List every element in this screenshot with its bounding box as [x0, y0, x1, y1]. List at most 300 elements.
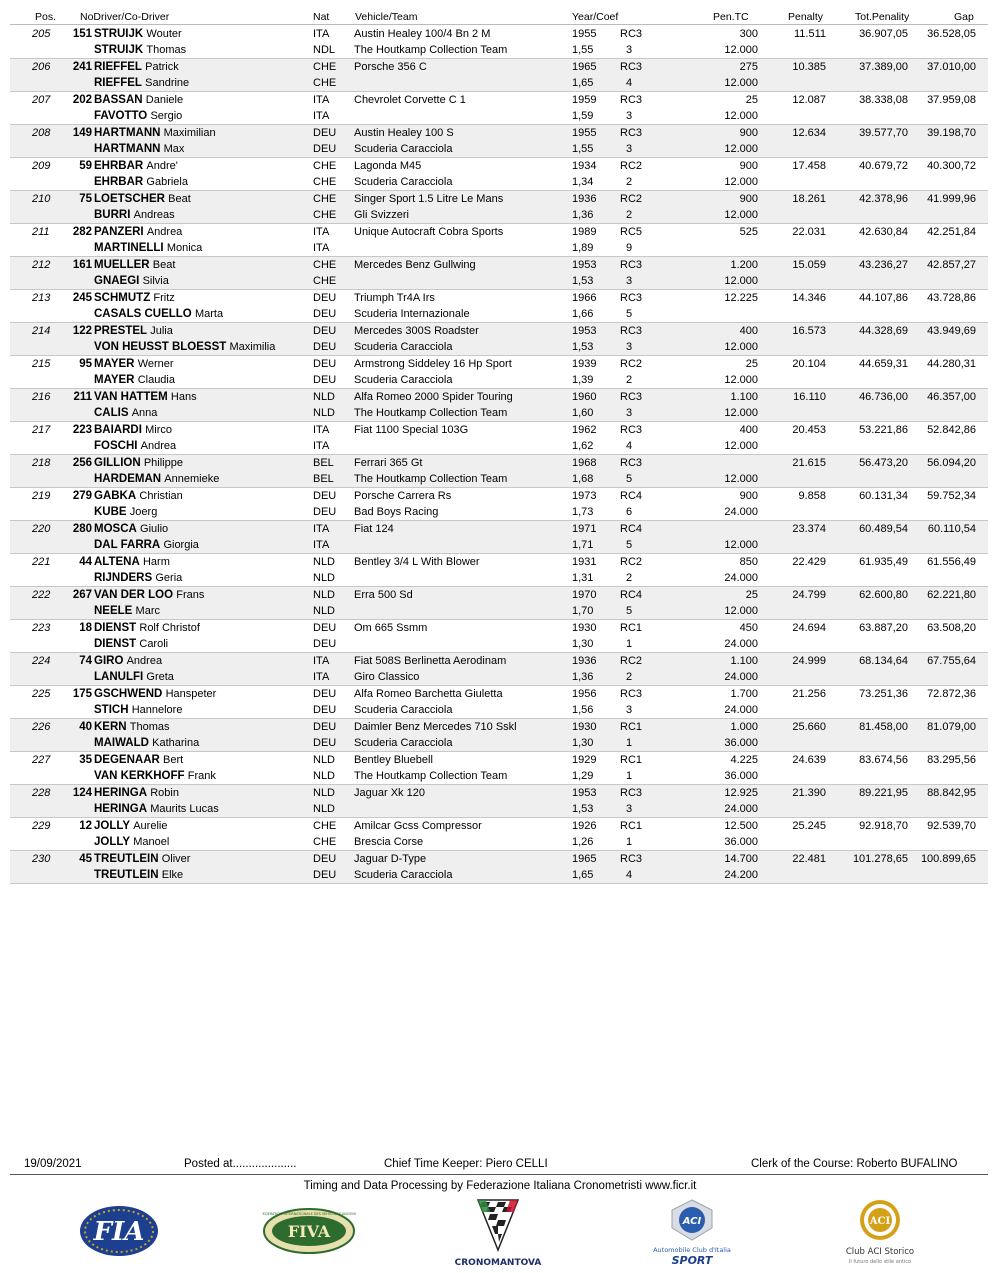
pen-tc-extra: 12.000 — [724, 176, 758, 188]
class: RC1 — [620, 721, 643, 733]
codriver-nationality: ITA — [313, 440, 330, 452]
penalty: 16.110 — [793, 391, 826, 403]
codriver-last-name: NEELE — [94, 605, 133, 617]
codriver-last-name: LANULFI — [94, 671, 144, 683]
driver-name — [94, 325, 173, 337]
codriver-first-name: Giorgia — [163, 539, 199, 551]
vehicle: Triumph Tr4A Irs — [354, 292, 435, 304]
header-divider — [10, 24, 988, 25]
gap: 43.728,86 — [927, 292, 976, 304]
car-number: 282 — [72, 226, 92, 238]
team: Gli Svizzeri — [354, 209, 410, 221]
table-row — [10, 455, 988, 488]
footer-chief-timekeeper: Chief Time Keeper: Piero CELLI — [384, 1158, 548, 1170]
position: 207 — [32, 94, 51, 106]
driver-last-name: SCHMUTZ — [94, 292, 151, 304]
pen-tc-extra: 12.000 — [724, 341, 758, 353]
codriver-nationality: DEU — [313, 374, 337, 386]
vehicle: Austin Healey 100 S — [354, 127, 454, 139]
class-number: 4 — [626, 869, 633, 881]
codriver-name — [94, 44, 186, 56]
vehicle: Fiat 124 — [354, 523, 394, 535]
driver-name — [94, 853, 190, 865]
pen-tc-extra: 36.000 — [724, 836, 758, 848]
codriver-name — [94, 209, 175, 221]
class: RC2 — [620, 655, 643, 667]
position: 224 — [32, 655, 51, 667]
pen-tc-extra: 12.000 — [724, 374, 758, 386]
vehicle: Mercedes 300S Roadster — [354, 325, 479, 337]
codriver-name — [94, 704, 182, 716]
vehicle: Erra 500 Sd — [354, 589, 413, 601]
cronomantova-logo — [452, 1198, 544, 1268]
pen-tc-extra: 12.000 — [724, 44, 758, 56]
vehicle: Daimler Benz Mercedes 710 Sskl — [354, 721, 517, 733]
gap: 67.755,64 — [927, 655, 976, 667]
total-penalty: 42.378,96 — [859, 193, 908, 205]
position: 218 — [32, 457, 51, 469]
table-row — [10, 389, 988, 422]
car-number: 202 — [72, 94, 92, 106]
footer-timing: Timing and Data Processing by Federazione Italiana Cronometristi www.ficr.it — [303, 1180, 697, 1192]
driver-last-name: MOSCA — [94, 523, 137, 535]
pen-tc-extra: 12.000 — [724, 77, 758, 89]
coefficient: 1,30 — [572, 737, 594, 749]
vehicle: Bentley Bluebell — [354, 754, 433, 766]
total-penalty: 40.679,72 — [859, 160, 908, 172]
total-penalty: 63.887,20 — [859, 622, 908, 634]
codriver-name — [94, 242, 202, 254]
pen-tc: 400 — [739, 325, 758, 337]
table-row — [10, 521, 988, 554]
gap: 41.999,96 — [927, 193, 976, 205]
codriver-last-name: STICH — [94, 704, 129, 716]
position: 205 — [32, 28, 51, 40]
class: RC4 — [620, 490, 643, 502]
car-number: 35 — [79, 754, 92, 766]
pen-tc-extra: 24.000 — [724, 572, 758, 584]
codriver-first-name: Marta — [194, 308, 224, 320]
pen-tc-extra: 12.000 — [724, 605, 758, 617]
position: 227 — [32, 754, 51, 766]
codriver-last-name: TREUTLEIN — [94, 869, 159, 881]
class-number: 5 — [626, 539, 633, 551]
table-row — [10, 488, 988, 521]
vehicle: Bentley 3/4 L With Blower — [354, 556, 480, 568]
driver-first-name: Mirco — [145, 424, 173, 436]
class-number: 9 — [626, 242, 633, 254]
driver-name — [94, 523, 168, 535]
driver-first-name: Andrea — [126, 655, 163, 667]
col-driver: NoDriver/Co-Driver — [80, 11, 170, 23]
aci-sport-logo — [646, 1198, 738, 1268]
team: Scuderia Caracciola — [354, 341, 453, 353]
codriver-first-name: Maximilia — [229, 341, 276, 353]
pen-tc: 525 — [739, 226, 758, 238]
total-penalty: 44.107,86 — [859, 292, 908, 304]
position: 228 — [32, 787, 51, 799]
codriver-first-name: Marc — [135, 605, 160, 617]
coefficient: 1,89 — [572, 242, 594, 254]
driver-last-name: VAN DER LOO — [94, 589, 174, 601]
position: 229 — [32, 820, 51, 832]
codriver-first-name: Geria — [155, 572, 183, 584]
car-number: 279 — [72, 490, 92, 502]
total-penalty: 39.577,70 — [859, 127, 908, 139]
pen-tc: 450 — [739, 622, 758, 634]
driver-last-name: STRUIJK — [94, 28, 144, 40]
penalty: 18.261 — [792, 193, 826, 205]
driver-last-name: GABKA — [94, 490, 137, 502]
codriver-last-name: DAL FARRA — [94, 539, 161, 551]
pen-tc-extra: 12.000 — [724, 110, 758, 122]
gap: 39.198,70 — [927, 127, 976, 139]
year: 1966 — [572, 292, 597, 304]
vehicle: Alfa Romeo Barchetta Giuletta — [354, 688, 503, 700]
total-penalty: 92.918,70 — [859, 820, 908, 832]
penalty: 21.256 — [792, 688, 826, 700]
table-row — [10, 422, 988, 455]
coefficient: 1,73 — [572, 506, 594, 518]
pen-tc-extra: 24.000 — [724, 671, 758, 683]
pen-tc: 25 — [745, 94, 758, 106]
vehicle: Jaguar D-Type — [354, 853, 427, 865]
table-row — [10, 257, 988, 290]
codriver-first-name: Caroli — [139, 638, 169, 650]
codriver-first-name: Silvia — [142, 275, 169, 287]
codriver-name — [94, 308, 223, 320]
coefficient: 1,31 — [572, 572, 594, 584]
pen-tc: 12.225 — [724, 292, 758, 304]
total-penalty: 62.600,80 — [859, 589, 908, 601]
col-nat: Nat — [313, 11, 330, 23]
year: 1960 — [572, 391, 597, 403]
aci-sport-line1: Automobile Club d'Italia — [653, 1246, 731, 1254]
coefficient: 1,30 — [572, 638, 594, 650]
fia-logo — [78, 1204, 160, 1258]
codriver-last-name: KUBE — [94, 506, 127, 518]
driver-nationality: DEU — [313, 622, 337, 634]
results-table — [10, 26, 988, 884]
driver-nationality: DEU — [313, 358, 337, 370]
penalty: 10.385 — [792, 61, 826, 73]
position: 222 — [32, 589, 51, 601]
codriver-last-name: HARTMANN — [94, 143, 161, 155]
position: 206 — [32, 61, 51, 73]
class: RC3 — [620, 787, 643, 799]
penalty: 17.458 — [792, 160, 826, 172]
class: RC3 — [620, 325, 643, 337]
year: 1968 — [572, 457, 597, 469]
year: 1973 — [572, 490, 597, 502]
car-number: 40 — [79, 721, 92, 733]
codriver-name — [94, 539, 199, 551]
driver-nationality: CHE — [313, 61, 337, 73]
table-row — [10, 587, 988, 620]
coefficient: 1,62 — [572, 440, 594, 452]
total-penalty: 43.236,27 — [859, 259, 908, 271]
codriver-first-name: Katharina — [152, 737, 200, 749]
position: 211 — [32, 226, 50, 238]
col-gap: Gap — [954, 11, 974, 23]
table-row — [10, 26, 988, 59]
driver-nationality: ITA — [313, 226, 330, 238]
codriver-first-name: Claudia — [137, 374, 175, 386]
class-number: 2 — [626, 671, 633, 683]
table-row — [10, 290, 988, 323]
driver-last-name: BASSAN — [94, 94, 143, 106]
car-number: 95 — [79, 358, 92, 370]
table-row — [10, 323, 988, 356]
driver-name — [94, 754, 183, 766]
codriver-name — [94, 638, 168, 650]
codriver-nationality: CHE — [313, 77, 337, 89]
codriver-name — [94, 407, 157, 419]
pen-tc: 400 — [739, 424, 758, 436]
codriver-first-name: Max — [163, 143, 185, 155]
vehicle: Alfa Romeo 2000 Spider Touring — [354, 391, 513, 403]
codriver-last-name: MAIWALD — [94, 737, 149, 749]
pen-tc-extra: 24.200 — [724, 869, 758, 881]
year: 1936 — [572, 655, 597, 667]
footer-clerk: Clerk of the Course: Roberto BUFALINO — [751, 1158, 958, 1170]
results-header — [0, 8, 1000, 24]
vehicle: Armstrong Siddeley 16 Hp Sport — [354, 358, 512, 370]
coefficient: 1,66 — [572, 308, 594, 320]
year: 1953 — [572, 325, 597, 337]
car-number: 75 — [79, 193, 92, 205]
gap: 42.857,27 — [927, 259, 976, 271]
coefficient: 1,56 — [572, 704, 594, 716]
codriver-first-name: Sergio — [150, 110, 183, 122]
class-number: 1 — [626, 770, 633, 782]
driver-nationality: DEU — [313, 490, 337, 502]
penalty: 20.104 — [792, 358, 826, 370]
class: RC3 — [620, 61, 643, 73]
penalty: 12.087 — [792, 94, 826, 106]
driver-first-name: Bert — [163, 754, 184, 766]
penalty: 24.799 — [792, 589, 826, 601]
driver-last-name: GSCHWEND — [94, 688, 163, 700]
total-penalty: 44.659,31 — [859, 358, 908, 370]
car-number: 211 — [73, 391, 92, 403]
vehicle: Amilcar Gcss Compressor — [354, 820, 482, 832]
gap: 36.528,05 — [927, 28, 976, 40]
codriver-name — [94, 275, 169, 287]
driver-name — [94, 556, 170, 568]
car-number: 241 — [72, 61, 92, 73]
driver-last-name: GILLION — [94, 457, 141, 469]
gap: 62.221,80 — [927, 589, 976, 601]
pen-tc: 1.700 — [730, 688, 758, 700]
driver-nationality: CHE — [313, 193, 337, 205]
penalty: 22.429 — [792, 556, 826, 568]
class-number: 3 — [626, 275, 633, 287]
class: RC3 — [620, 391, 643, 403]
pen-tc-extra: 12.000 — [724, 143, 758, 155]
driver-nationality: NLD — [313, 754, 336, 766]
position: 226 — [32, 721, 51, 733]
penalty: 20.453 — [792, 424, 826, 436]
driver-first-name: Daniele — [145, 94, 184, 106]
codriver-first-name: Sandrine — [145, 77, 190, 89]
codriver-name — [94, 143, 184, 155]
gap: 43.949,69 — [927, 325, 976, 337]
driver-name — [94, 292, 175, 304]
driver-nationality: DEU — [313, 688, 337, 700]
year: 1930 — [572, 622, 597, 634]
codriver-nationality: ITA — [313, 539, 330, 551]
pen-tc-extra: 12.000 — [724, 440, 758, 452]
position: 220 — [32, 523, 51, 535]
driver-nationality: NLD — [313, 787, 336, 799]
pen-tc: 12.500 — [724, 820, 758, 832]
team: Scuderia Caracciola — [354, 143, 453, 155]
driver-nationality: DEU — [313, 325, 337, 337]
driver-name — [94, 94, 183, 106]
coefficient: 1,34 — [572, 176, 594, 188]
pen-tc: 900 — [739, 193, 758, 205]
penalty: 21.615 — [792, 457, 826, 469]
car-number: 151 — [72, 28, 92, 40]
gap: 52.842,86 — [927, 424, 976, 436]
table-row — [10, 224, 988, 257]
gap: 72.872,36 — [927, 688, 976, 700]
driver-first-name: Hanspeter — [165, 688, 217, 700]
position: 216 — [32, 391, 51, 403]
pen-tc: 1.000 — [730, 721, 758, 733]
vehicle: Fiat 508S Berlinetta Aerodinam — [354, 655, 507, 667]
codriver-first-name: Hannelore — [131, 704, 183, 716]
aci-storico-logo — [832, 1198, 928, 1268]
driver-first-name: Andre' — [146, 160, 178, 172]
pen-tc: 25 — [745, 358, 758, 370]
position: 213 — [32, 292, 51, 304]
driver-nationality: DEU — [313, 853, 337, 865]
codriver-name — [94, 671, 174, 683]
driver-last-name: TREUTLEIN — [94, 853, 159, 865]
total-penalty: 60.131,34 — [859, 490, 908, 502]
penalty: 16.573 — [792, 325, 826, 337]
codriver-last-name: GNAEGI — [94, 275, 140, 287]
total-penalty: 60.489,54 — [859, 523, 908, 535]
codriver-last-name: FAVOTTO — [94, 110, 148, 122]
table-row — [10, 653, 988, 686]
codriver-last-name: BURRI — [94, 209, 131, 221]
driver-nationality: NLD — [313, 589, 336, 601]
year: 1926 — [572, 820, 597, 832]
class-number: 2 — [626, 176, 633, 188]
table-row — [10, 356, 988, 389]
driver-nationality: ITA — [313, 655, 330, 667]
codriver-name — [94, 836, 169, 848]
class: RC1 — [620, 820, 643, 832]
driver-last-name: GIRO — [94, 655, 124, 667]
total-penalty: 89.221,95 — [859, 787, 908, 799]
driver-last-name: LOETSCHER — [94, 193, 165, 205]
driver-name — [94, 655, 162, 667]
total-penalty: 101.278,65 — [852, 853, 908, 865]
table-row — [10, 719, 988, 752]
aci-storico-line2: Il futuro dello stile antico — [848, 1259, 912, 1265]
driver-last-name: PANZERI — [94, 226, 144, 238]
car-number: 59 — [79, 160, 92, 172]
total-penalty: 38.338,08 — [859, 94, 908, 106]
year: 1971 — [572, 523, 597, 535]
year: 1953 — [572, 259, 597, 271]
penalty: 11.511 — [793, 28, 826, 40]
table-row — [10, 59, 988, 92]
pen-tc-extra: 12.000 — [724, 275, 758, 287]
table-row — [10, 686, 988, 719]
coefficient: 1,65 — [572, 869, 594, 881]
class-number: 2 — [626, 572, 633, 584]
class: RC3 — [620, 94, 643, 106]
driver-last-name: MUELLER — [94, 259, 150, 271]
aci-sport-line2: SPORT — [671, 1254, 713, 1267]
class: RC5 — [620, 226, 643, 238]
codriver-last-name: DIENST — [94, 638, 137, 650]
car-number: 124 — [72, 787, 92, 799]
codriver-nationality: DEU — [313, 143, 337, 155]
gap: 42.251,84 — [927, 226, 976, 238]
codriver-nationality: ITA — [313, 110, 330, 122]
car-number: 280 — [72, 523, 92, 535]
position: 221 — [32, 556, 51, 568]
codriver-nationality: DEU — [313, 704, 337, 716]
vehicle: Mercedes Benz Gullwing — [354, 259, 476, 271]
year: 1931 — [572, 556, 597, 568]
car-number: 45 — [79, 853, 92, 865]
codriver-nationality: NLD — [313, 572, 336, 584]
class-number: 4 — [626, 440, 633, 452]
year: 1955 — [572, 127, 597, 139]
driver-name — [94, 358, 174, 370]
table-row — [10, 554, 988, 587]
driver-first-name: Thomas — [129, 721, 170, 733]
codriver-first-name: Anna — [131, 407, 158, 419]
gap: 59.752,34 — [927, 490, 976, 502]
car-number: 223 — [72, 424, 92, 436]
codriver-name — [94, 110, 182, 122]
coefficient: 1,65 — [572, 77, 594, 89]
year: 1989 — [572, 226, 597, 238]
codriver-last-name: RIJNDERS — [94, 572, 153, 584]
class: RC4 — [620, 523, 643, 535]
class-number: 3 — [626, 803, 633, 815]
driver-first-name: Beat — [168, 193, 191, 205]
codriver-last-name: HARDEMAN — [94, 473, 162, 485]
driver-name — [94, 28, 182, 40]
gap: 88.842,95 — [927, 787, 976, 799]
total-penalty: 56.473,20 — [859, 457, 908, 469]
team: Scuderia Caracciola — [354, 704, 453, 716]
driver-nationality: ITA — [313, 94, 330, 106]
driver-first-name: Wouter — [146, 28, 182, 40]
codriver-nationality: ITA — [313, 242, 330, 254]
class: RC3 — [620, 688, 643, 700]
coefficient: 1,70 — [572, 605, 594, 617]
footer-date: 19/09/2021 — [24, 1158, 82, 1170]
vehicle: Chevrolet Corvette C 1 — [354, 94, 466, 106]
penalty: 22.481 — [792, 853, 826, 865]
table-row — [10, 158, 988, 191]
class: RC3 — [620, 259, 643, 271]
position: 219 — [32, 490, 51, 502]
codriver-first-name: Elke — [161, 869, 184, 881]
vehicle: Ferrari 365 Gt — [354, 457, 423, 469]
year: 1929 — [572, 754, 597, 766]
